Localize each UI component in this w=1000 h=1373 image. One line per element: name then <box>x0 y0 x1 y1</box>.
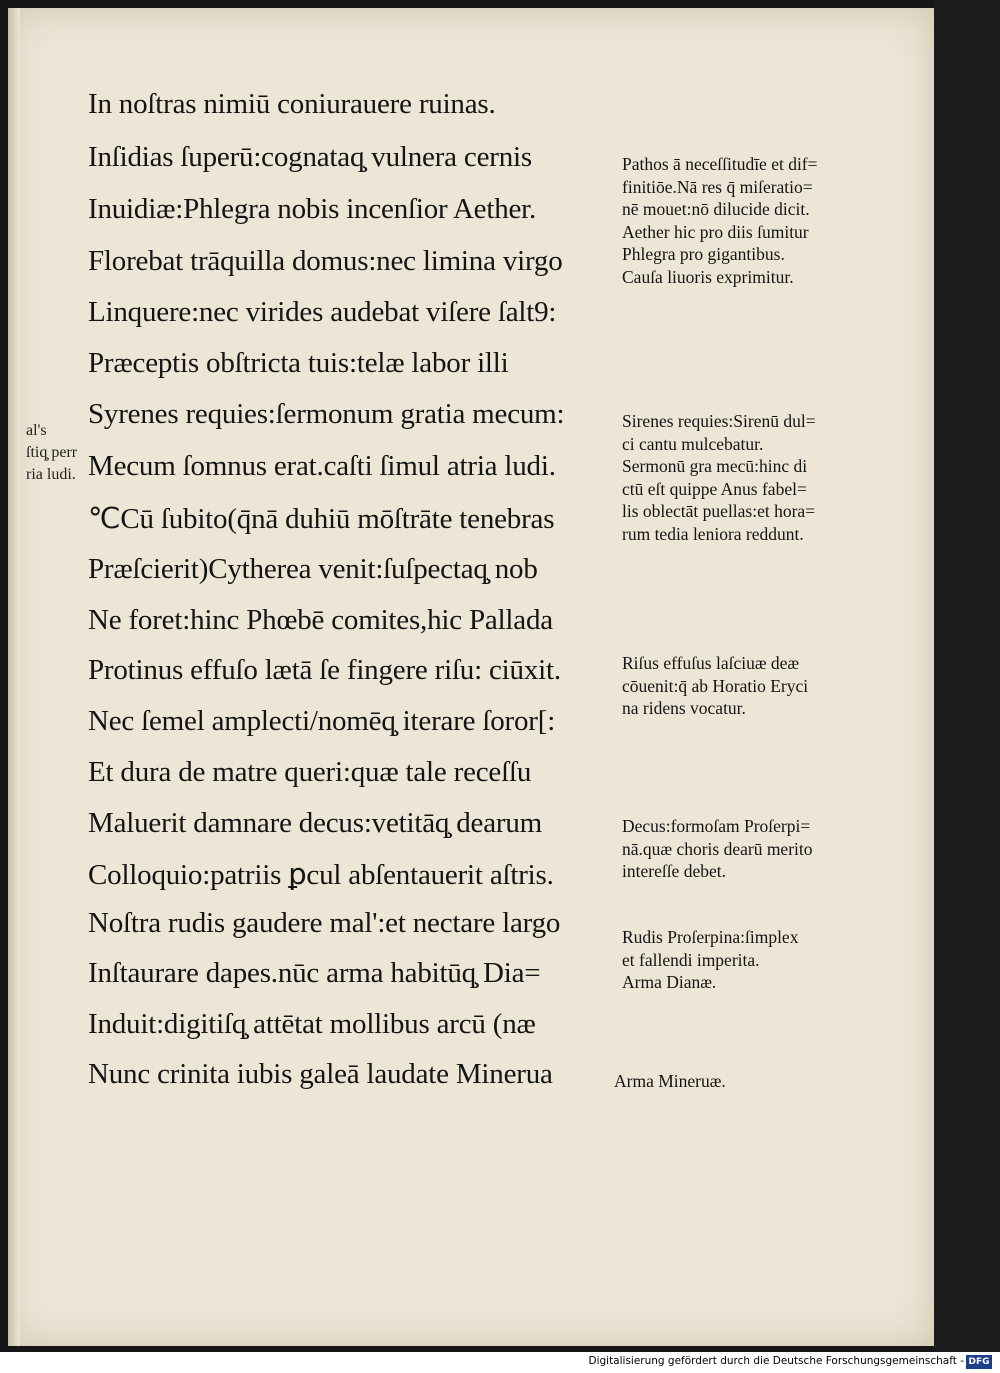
gloss-line: intereſſe debet. <box>622 861 726 881</box>
left-note-line: al's <box>26 422 47 439</box>
gloss-block-sirenes <box>622 410 816 545</box>
gloss-line: finitiōe.Nā res q̄ miſeratio= <box>622 176 813 197</box>
gloss-line: ctū eſt quippe Anus fabel= <box>622 478 807 499</box>
verse-line: Inſidias ſuperū:cognataq̧ vulnera cernis <box>88 141 532 173</box>
gloss-line: Aether hic pro diis ſumitur <box>622 221 809 242</box>
verse-line: Florebat trāquilla domus:nec limina virgo <box>88 245 563 277</box>
verse-line: Inuidiæ:Phlegra nobis incenſior Aether. <box>88 193 537 225</box>
verse-line: Et dura de matre queri:quæ tale receſſu <box>88 756 532 788</box>
verse-line: Protinus effuſo lætā ſe fingere riſu: ciūxit. <box>88 654 561 686</box>
verse-line: Linquere:nec virides audebat viſere ſalt9: <box>88 296 557 328</box>
gloss-block-decus <box>622 815 813 883</box>
page-gutter <box>8 8 20 1346</box>
footer-bar <box>0 1352 1000 1373</box>
verse-line: Noſtra rudis gaudere mal':et nectare largo <box>88 907 561 939</box>
footer-credit: Digitalisierung gefördert durch die Deutsche Forschungsgemeinschaft - <box>588 1355 964 1367</box>
verse-line: Nec ſemel amplecti/nomēq̧ iterare ſoror[: <box>88 705 556 737</box>
gloss-line: et fallendi imperita. <box>622 949 760 970</box>
gloss-line: Decus:formoſam Proſerpi= <box>622 816 811 836</box>
gloss-line: Sermonū gra mecū:hinc di <box>622 456 808 476</box>
gloss-line: nā.quæ choris dearū merito <box>622 838 813 859</box>
left-margin-note <box>26 420 77 486</box>
verse-line: ℃Cū ſubito(q̄nā duhiū mōſtrāte tenebras <box>88 503 555 535</box>
gloss-line: Pathos ā neceſſitudīe et dif= <box>622 154 818 174</box>
verse-line: In noſtras nimiū coniurauere ruinas. <box>88 88 496 120</box>
verse-line: Induit:digitiſq̧ attētat mollibus arcū (næ <box>88 1008 536 1040</box>
gloss-line: Riſus effuſus laſciuæ deæ <box>622 653 800 673</box>
scan-right-edge <box>934 0 1000 1352</box>
verse-line: Nunc crinita iubis galeā laudate Minerua <box>88 1058 553 1090</box>
gloss-block-minerva <box>614 1070 726 1093</box>
gloss-line: Phlegra pro gigantibus. <box>622 244 785 264</box>
gloss-line: ci cantu mulcebatur. <box>622 433 764 454</box>
gloss-block-risus <box>622 652 808 720</box>
verse-line: Ne foret:hinc Phœbē comites,hic Pallada <box>88 604 553 636</box>
gloss-line: cōuenit:q̄ ab Horatio Eryci <box>622 675 809 696</box>
verse-line: Maluerit damnare decus:vetitāq̧ dearum <box>88 807 542 839</box>
dfg-logo-icon: DFG <box>966 1355 992 1369</box>
gloss-line: nē mouet:nō dilucide dicit. <box>622 199 810 219</box>
verse-line: Inſtaurare dapes.nūc arma habitūq̧ Dia= <box>88 957 541 989</box>
verse-line: Syrenes requies:ſermonum gratia mecum: <box>88 398 565 430</box>
gloss-line: rum tedia leniora reddunt. <box>622 523 804 544</box>
left-note-line: ſtiq̧ perr <box>26 444 78 461</box>
gloss-block-pathos <box>622 153 818 288</box>
verse-line: Præſcierit)Cytherea venit:ſuſpectaq̧ nob <box>88 553 538 585</box>
verse-line: Mecum ſomnus erat.caſti ſimul atria ludi. <box>88 450 556 482</box>
gloss-block-rudis <box>622 926 798 994</box>
gloss-line: Cauſa liuoris exprimitur. <box>622 266 794 287</box>
gloss-line: Rudis Proſerpina:ſimplex <box>622 927 799 947</box>
gloss-line: Arma Mineruæ. <box>614 1071 726 1091</box>
gloss-line: Arma Dianæ. <box>622 972 717 992</box>
gloss-line: Sirenes requies:Sirenū dul= <box>622 411 816 431</box>
gloss-line: na ridens vocatur. <box>622 698 746 718</box>
left-note-line: ria ludi. <box>26 466 76 483</box>
verse-line: Colloquio:patriis ꝑcul abſentauerit aſtris. <box>88 859 554 891</box>
verse-line: Præceptis obſtricta tuis:telæ labor illi <box>88 347 509 379</box>
gloss-line: lis oblectāt puellas:et hora= <box>622 501 816 521</box>
